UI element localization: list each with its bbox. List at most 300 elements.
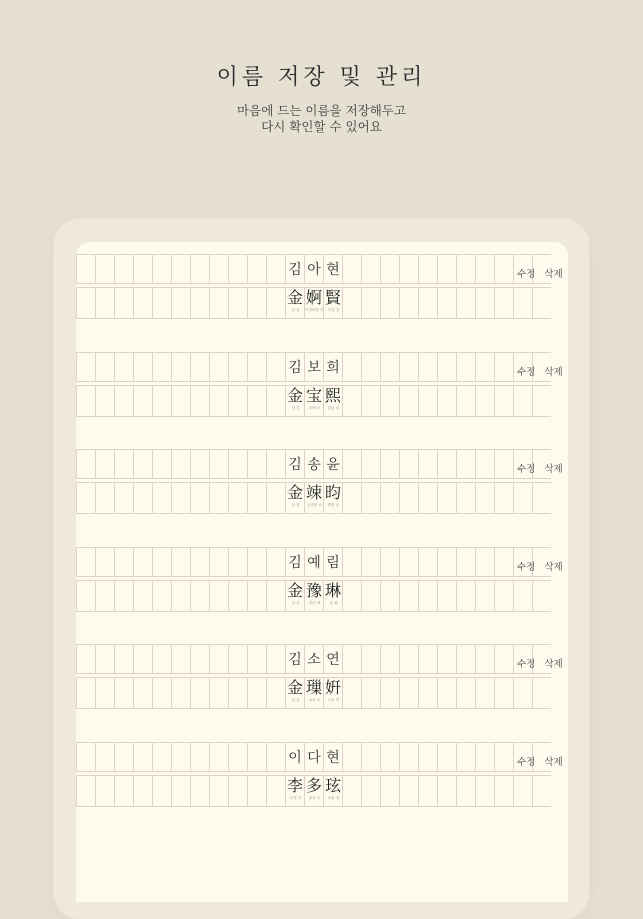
hangul-char: 김 [285,548,304,576]
grid-cell [133,483,152,513]
grid-cell [114,743,133,771]
hanja-row [76,287,551,319]
grid-cell [228,645,247,673]
grid-cell [380,776,399,806]
grid-cell [380,743,399,771]
grid-cell [380,548,399,576]
grid-cell [361,776,380,806]
delete-button[interactable]: 삭제 [544,756,563,768]
grid-cell [437,255,456,283]
grid-cell [342,450,361,478]
grid-cell [456,743,475,771]
grid-cell [437,288,456,318]
delete-button[interactable]: 삭제 [544,659,563,670]
hanja-char: 金 [286,678,303,697]
hangul-row [76,742,551,772]
edit-button[interactable]: 수정 [517,464,536,475]
grid-cell [228,678,247,708]
entry-actions [517,754,563,768]
grid-cell [190,743,209,771]
grid-cell [513,776,532,806]
grid-cell [361,288,380,318]
grid-cell [513,581,532,611]
grid-cell [456,386,475,416]
hangul-char: 다 [304,743,323,771]
entry-actions [517,559,563,573]
hangul-char: 보 [304,353,323,381]
grid-cell [76,581,95,611]
grid-cell [114,255,133,283]
hangul-char: 김 [285,255,304,283]
grid-cell [399,645,418,673]
grid-cell [399,743,418,771]
hanja-reading: 공경할 송 [306,502,322,507]
grid-cell [513,483,532,513]
grid-cell [95,776,114,806]
grid-cell [342,581,361,611]
grid-cell [456,776,475,806]
grid-cell [399,678,418,708]
grid-cell [114,645,133,673]
grid-cell [209,678,228,708]
grid-cell [247,255,266,283]
grid-cell [114,288,133,318]
subtitle-line: 마음에 드는 이름을 저장해두고 [237,103,406,118]
grid-cell [399,450,418,478]
grid-cell [171,288,190,318]
grid-cell [76,678,95,708]
hanja-cell [304,288,323,318]
grid-cell [494,678,513,708]
hanja-cell [304,581,323,611]
hanja-reading: 많을 다 [308,794,320,800]
edit-button[interactable]: 수정 [517,561,536,573]
hanja-reading: 옥돌 소 [308,697,320,702]
grid-cell [437,678,456,708]
grid-cell [247,288,266,318]
grid-cell [266,450,285,478]
grid-cell [171,353,190,381]
grid-cell [437,776,456,806]
grid-cell [266,678,285,708]
grid-cell [190,353,209,381]
hanja-row [76,677,551,709]
grid-cell [399,776,418,806]
saved-names-screen [76,242,568,902]
hangul-char: 김 [285,645,304,673]
grid-cell [494,548,513,576]
hanja-cell [323,288,342,318]
hanja-reading: 아리따울 아 [304,307,324,312]
grid-cell [342,743,361,771]
hangul-char: 림 [323,548,342,576]
grid-cell [209,353,228,381]
grid-cell [228,353,247,381]
hangul-char: 김 [285,353,304,381]
grid-cell [76,743,95,771]
hangul-char: 윤 [323,450,342,478]
grid-cell [209,483,228,513]
grid-cell [95,743,114,771]
grid-cell [475,581,494,611]
grid-cell [133,678,152,708]
grid-cell [342,353,361,381]
hanja-row [76,385,551,417]
grid-cell [114,776,133,806]
grid-cell [513,678,532,708]
grid-cell [361,483,380,513]
grid-cell [171,743,190,771]
grid-cell [399,386,418,416]
grid-cell [76,776,95,806]
hanja-cell [323,678,342,708]
hanja-reading: 빛날 희 [327,404,339,410]
grid-cell [152,678,171,708]
hanja-cell [285,678,304,708]
grid-cell [418,353,437,381]
hanja-cell [304,386,323,416]
grid-cell [437,386,456,416]
grid-cell [494,450,513,478]
grid-cell [361,743,380,771]
grid-cell [342,483,361,513]
grid-cell [95,581,114,611]
grid-cell [114,678,133,708]
grid-cell [114,483,133,513]
hangul-row [76,254,551,284]
hanja-cell [304,483,323,513]
edit-button[interactable]: 수정 [517,269,536,280]
hangul-char: 예 [304,548,323,576]
hanja-reading: 보배 보 [308,404,320,410]
hangul-char: 소 [304,645,323,673]
grid-cell [114,581,133,611]
grid-cell [266,743,285,771]
grid-cell [228,483,247,513]
grid-cell [342,645,361,673]
entry-actions [517,266,563,280]
grid-cell [456,255,475,283]
hanja-reading: 성 김 [290,697,300,702]
grid-cell [76,288,95,318]
hanja-reading: 햇빛 윤 [327,502,339,507]
grid-cell [228,255,247,283]
grid-cell [133,353,152,381]
grid-cell [266,645,285,673]
grid-cell [209,288,228,318]
grid-cell [152,386,171,416]
hanja-cell [285,483,304,513]
hanja-char: 姸 [324,678,341,697]
hanja-char: 金 [286,385,303,405]
grid-cell [95,548,114,576]
entry-actions [517,364,563,378]
saved-name-entry [76,437,568,507]
edit-button[interactable]: 수정 [517,756,536,768]
saved-name-entry [76,242,568,312]
grid-cell [437,353,456,381]
grid-cell [190,288,209,318]
grid-cell [76,386,95,416]
hanja-char: 李 [286,775,303,795]
grid-cell [399,255,418,283]
grid-cell [228,581,247,611]
grid-cell [247,353,266,381]
grid-cell [95,386,114,416]
grid-cell [228,743,247,771]
hangul-char: 아 [304,255,323,283]
grid-cell [133,386,152,416]
grid-cell [114,386,133,416]
grid-cell [399,288,418,318]
page-title: 이름 저장 및 관리 [216,65,427,90]
grid-cell [95,678,114,708]
grid-cell [152,450,171,478]
grid-cell [494,776,513,806]
grid-cell [380,678,399,708]
grid-cell [475,678,494,708]
grid-cell [228,386,247,416]
hanja-row [76,482,551,514]
grid-cell [380,483,399,513]
grid-cell [247,776,266,806]
grid-cell [95,353,114,381]
grid-cell [133,743,152,771]
grid-cell [380,255,399,283]
grid-cell [190,645,209,673]
saved-name-entry [76,340,568,410]
grid-cell [266,581,285,611]
grid-cell [171,450,190,478]
grid-cell [532,678,551,708]
grid-cell [361,386,380,416]
hanja-reading: 성 김 [290,404,300,410]
grid-cell [342,288,361,318]
grid-cell [209,645,228,673]
hangul-char: 김 [285,450,304,478]
grid-cell [437,645,456,673]
grid-cell [380,288,399,318]
grid-cell [532,581,551,611]
grid-cell [437,581,456,611]
grid-cell [190,548,209,576]
delete-button[interactable]: 삭제 [544,464,563,475]
hanja-cell [285,386,304,416]
grid-cell [418,743,437,771]
grid-cell [152,548,171,576]
hanja-reading: 오얏 리 [289,794,301,800]
grid-cell [456,678,475,708]
grid-cell [152,581,171,611]
grid-cell [513,386,532,416]
grid-cell [152,645,171,673]
grid-cell [475,548,494,576]
grid-cell [266,353,285,381]
hanja-cell [323,581,342,611]
grid-cell [247,743,266,771]
hanja-reading: 미리 예 [308,599,320,605]
hangul-char: 연 [323,645,342,673]
grid-cell [418,288,437,318]
grid-cell [475,645,494,673]
hanja-reading: 성 김 [290,599,300,605]
grid-cell [247,483,266,513]
grid-cell [209,450,228,478]
hanja-char: 豫 [305,580,322,600]
edit-button[interactable]: 수정 [517,659,536,670]
hanja-char: 琳 [324,580,341,600]
grid-cell [190,776,209,806]
grid-cell [475,288,494,318]
grid-cell [532,483,551,513]
page-subtitle [0,103,643,135]
grid-cell [475,743,494,771]
saved-name-entry [76,535,568,605]
grid-cell [228,776,247,806]
grid-cell [494,255,513,283]
hanja-reading: 옥돌 현 [327,794,339,800]
grid-cell [247,678,266,708]
grid-cell [418,678,437,708]
hanja-reading: 성 김 [290,307,300,312]
grid-cell [133,288,152,318]
hangul-char: 현 [323,743,342,771]
grid-cell [95,645,114,673]
grid-cell [475,353,494,381]
hanja-char: 多 [305,775,322,795]
grid-cell [228,548,247,576]
grid-cell [95,288,114,318]
grid-cell [532,386,551,416]
grid-cell [247,645,266,673]
hangul-char: 희 [323,353,342,381]
grid-cell [266,776,285,806]
grid-cell [532,776,551,806]
hanja-cell [304,678,323,708]
grid-cell [456,450,475,478]
grid-cell [114,353,133,381]
grid-cell [114,450,133,478]
grid-cell [133,450,152,478]
grid-cell [456,483,475,513]
hangul-row [76,547,551,577]
hanja-char: 熙 [324,385,341,405]
grid-cell [171,255,190,283]
hanja-char: 婀 [305,288,322,307]
grid-cell [513,288,532,318]
grid-cell [361,645,380,673]
hanja-char: 宝 [305,385,322,405]
grid-cell [475,386,494,416]
grid-cell [342,255,361,283]
grid-cell [456,353,475,381]
grid-cell [494,743,513,771]
grid-cell [247,386,266,416]
grid-cell [95,255,114,283]
grid-cell [456,288,475,318]
grid-cell [190,581,209,611]
grid-cell [209,255,228,283]
grid-cell [266,288,285,318]
grid-cell [418,386,437,416]
grid-cell [76,450,95,478]
grid-cell [418,776,437,806]
grid-cell [171,645,190,673]
grid-cell [152,288,171,318]
hanja-reading: 성 김 [290,502,300,507]
hanja-cell [285,288,304,318]
grid-cell [152,776,171,806]
hanja-char: 竦 [305,483,322,502]
hangul-char: 이 [285,743,304,771]
saved-name-entry [76,730,568,800]
grid-cell [380,386,399,416]
subtitle-line: 다시 확인할 수 있어요 [261,119,382,134]
hanja-row [76,580,551,612]
hanja-reading: 어질 현 [327,307,339,312]
grid-cell [76,645,95,673]
grid-cell [342,776,361,806]
grid-cell [133,581,152,611]
edit-button[interactable]: 수정 [517,366,536,378]
grid-cell [114,548,133,576]
grid-cell [361,581,380,611]
grid-cell [152,255,171,283]
delete-button[interactable]: 삭제 [544,561,563,573]
grid-cell [361,255,380,283]
entry-actions [517,461,563,475]
grid-cell [494,353,513,381]
grid-cell [171,548,190,576]
grid-cell [494,581,513,611]
hanja-char: 賢 [324,288,341,307]
grid-cell [266,255,285,283]
grid-cell [361,353,380,381]
grid-cell [209,743,228,771]
grid-cell [342,678,361,708]
grid-cell [209,548,228,576]
grid-cell [494,645,513,673]
hanja-char: 玹 [324,775,341,795]
hangul-char: 현 [323,255,342,283]
grid-cell [532,288,551,318]
entry-actions [517,656,563,670]
hangul-row [76,449,551,479]
grid-cell [475,450,494,478]
grid-cell [190,483,209,513]
hanja-char: 昀 [324,483,341,502]
grid-cell [266,386,285,416]
grid-cell [171,678,190,708]
hangul-char: 송 [304,450,323,478]
grid-cell [399,581,418,611]
grid-cell [456,581,475,611]
hanja-reading: 고울 연 [327,697,339,702]
delete-button[interactable]: 삭제 [544,366,563,378]
grid-cell [418,645,437,673]
hangul-row [76,644,551,674]
grid-cell [247,548,266,576]
delete-button[interactable]: 삭제 [544,269,563,280]
grid-cell [95,450,114,478]
grid-cell [437,450,456,478]
grid-cell [133,255,152,283]
hanja-cell [285,581,304,611]
grid-cell [361,450,380,478]
grid-cell [418,581,437,611]
hanja-char: 金 [286,483,303,502]
grid-cell [171,386,190,416]
